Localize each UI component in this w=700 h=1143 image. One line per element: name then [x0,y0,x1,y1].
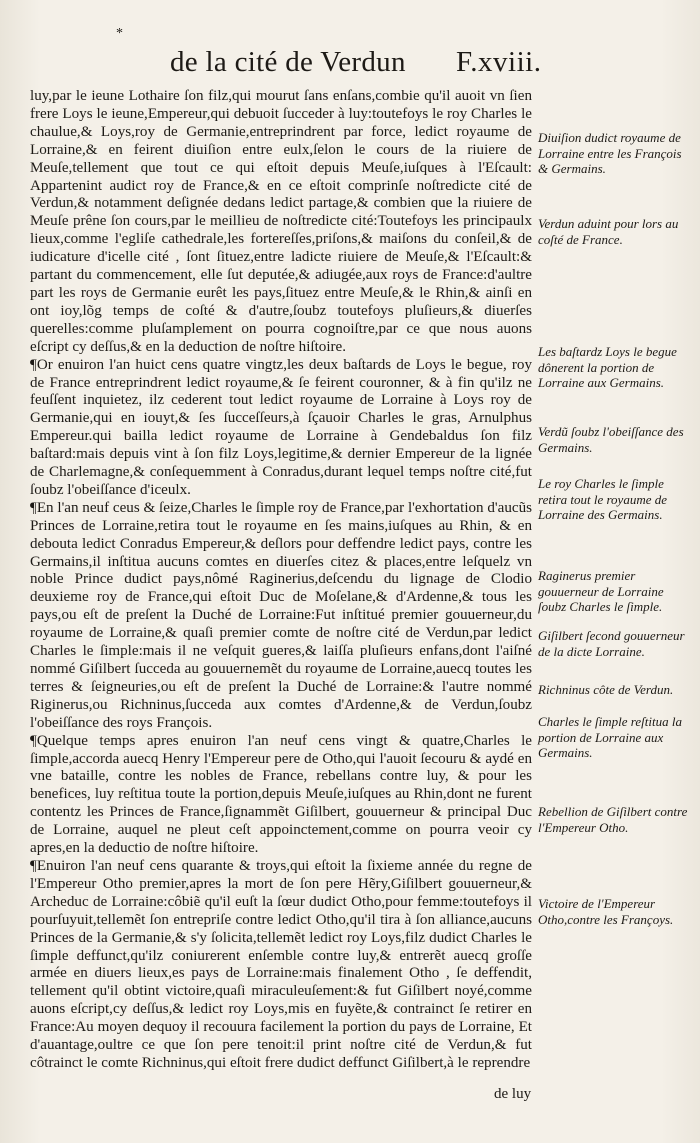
margin-note: Les baſtardz Loys le begue dônerent la portion de Lorraine aux Germains. [538,344,677,390]
margin-note: Rebellion de Giſilbert contre l'Empereur Otho. [538,804,688,835]
margin-note: Le roy Charles le ſimple retira tout le royaume de Lorraine des Germains. [538,476,668,522]
running-title: de la cité de Verdun [170,46,406,78]
margin-note: Victoire de l'Empereur Otho,contre les Françoys. [538,896,674,927]
paragraph: ¶Or enuiron l'an huict cens quatre vingtz,les deux baſtards de Loys le begue, roy de France entreprindrent ledict royaume,& ſe feirent couronner, & à fin qu'ilz ne feuſſent inquietez, ilz cederent tout ledict royaume de Lorraine à Loys roy de Germanie,qui en iouyt,& ſes ſucceſſeurs,à ſçauoir Charles le gras, Arnulphus Empereur.qui bailla ledict royaume de Lorraine à Gendebaldus ſon filz baſtard:mais depuis vint à ſon filz Loys,legitime,& dernier Empereur de la lignée de Charlemagne,& conſequemment à Conradus,durant lequel temps noſtre cité,fut ſoubz l'obeiſſance d'iceulx. [30,356,532,498]
paragraph: ¶Quelque temps apres enuiron l'an neuf cens vingt & quatre,Charles le ſimple,accorda auecq Henry l'Empereur pere de Otho,qui l'auoit ſecouru & aydé en vne bataille, contre les nobles de France, rebellans contre luy, & pour les benefices, luy reſtitua toute la portion,depuis Meuſe,iuſques au Rhin,dont ne furent contentz les Princes de France,ſignammẽt Giſilbert, gouuerneur & principal Duc de Lorraine, auquel ne pleut ceſt appoinctement,comme on pourra veoir cy apres,en la deductio de noſtre hiſtoire. [30,732,532,857]
main-text [30,88,532,1073]
margin-note: Raginerus premier gouuerneur de Lorraine ſoubz Charles le ſimple. [538,568,664,614]
paragraph: luy,par le ieune Lothaire ſon filz,qui mourut ſans enſans,combie qu'il auoit vn ſien frere Loys le ieune,Empereur,qui debuoit ſucceder à luy:toutefoys le roy Charles le chaulue,& Loys,roy de Germanie,entreprindrent par force, ledict royaume de Lorraine,& en feirent diuiſion entre eulx,ſelon le cours de la riuiere de Meuſe,tellement que tout ce qui eſtoit depuis Meuſe,iuſques à l'Eſcault: Appartenint audict roy de France,& en ce eſtoit comprinſe noſtredicte cité de Verdun,& notamment deſignée dedans ledict partage,& combien que la riuiere de Meuſe prêne ſon cours,par le meillieu de noſtredicte cité:Toutefoys les principaulx lieux,comme l'egliſe cathedrale,les fortereſſes,priſons,& maiſons du conſeil,& de iudicature d'icelle cité , ſont ſituez,entre ladicte riuiere de Meuſe,& l'Eſcault:& partant du commencement, elle ſut deputée,& adiugée,aux roys de France:d'aultre part les roys de Germanie eurêt les pays,ſituez entre Meuſe,& le Rhin,& ainſi en ont ioy,lõg temps de coſté & d'autre,ſoubz toutefoys pluſieurs,& diuerſes querelles:comme pluſamplement on pourra cognoiſtre,par ce que nous auons eſcript cy deſſus,& en la deduction de noſtre hiſtoire. [30,88,532,355]
margin-note: Verdũ ſoubz l'obeiſſance des Germains. [538,424,684,455]
margin-note: Richninus côte de Verdun. [538,682,674,697]
paragraph: ¶Enuiron l'an neuf cens quarante & troys,qui eſtoit la ſixieme année du regne de l'Empereur Otho premier,apres la mort de ſon pere Hẽry,Giſilbert gouuerneur,& Archeduc de Lorraine:côbiẽ qu'il euſt la ſœur dudict Otho,pour femme:toutefoys il pourſuyuit,tellemẽt ſon entrepriſe contre ledict Otho,qu'il tira à ſon alliance,aucuns Princes de la Germanie,& s'y ſolicita,tellemẽt ledict roy Loys,filz dudict Charles le ſimple deffunct,qu'ilz coniurerent enſemble contre luy,& entrerẽt auecq groſſe armée en diuers lieux,es pays de Lorraine:mais finalement Otho , ſe deffendit, tellement qu'il obtint victoire,quaſi miraculeuſement:& fut Giſilbert noyé,comme auons eſcript,cy deſſus,& ledict roy Loys,mis en fuyẽte,& contrainct ſe retirer en France:Au moyen dequoy il recouura facilement la portion du pays de Lorraine, Et d'auantage,oultre ce que ſon pere tenoit:il print noſtre cité de Verdun,& fut côtrainct le comte Richninus,qui eſtoit frere dudict deffunct Giſilbert,à le reprendre [30,857,532,1071]
margin-note: Giſilbert ſecond gouuerneur de la dicte Lorraine. [538,628,685,659]
margin-note: Verdun aduint pour lors au coſté de France. [538,216,679,247]
margin-note: Diuiſion dudict royaume de Lorraine entre les François & Germains. [538,130,682,176]
margin-note: Charles le ſimple reſtitua la portion de Lorraine aux Germains. [538,714,682,760]
folio-number: F.xviii. [456,46,542,78]
running-head [0,46,700,86]
paragraph: ¶En l'an neuf ceus & ſeize,Charles le ſimple roy de France,par l'exhortation d'aucũs Princes de Lorraine,retira tout le royaume en ſes mains,iuſques au Rhin, & en debouta ledict Conradus Empereur,& deſlors pour deffendre ledict pays, contre les Germains,il inſtitua aucuns comtes en diuerſes citez & places,entre leſquelz vn noble Prince dudict pays,nômé Raginerius,deſcendu du lignage de Clodio deuxieme roy de France,qui eſtoit Duc de Moſelane,& d'Ardenne,& tous les pays,ou eſt de preſent la Duché de Lorraine:Fut inſtitué premier gouuerneur,du royaume de Lorraine,& quaſi premier comte de noſtre cité de Verdun,par ledict Charles le ſimple:mais il ne veſquit gueres,& laiſſa pluſieurs enfans,dont l'aiſné nommé Giſilbert ſucceda au gouuernemẽt du royaume de Lorraine,auecq toutes les terres & ſeigneuries,ou eſt de preſent la Duché de Lorraine:& l'autre nommé Riginerus,ou Richninus,ſucceda aux comtes d'Ardenne,& de Verdun,ſoubz l'obeiſſance des roys François. [30,499,533,731]
page-mark: * [116,26,123,41]
catchword: de luy [494,1086,532,1102]
